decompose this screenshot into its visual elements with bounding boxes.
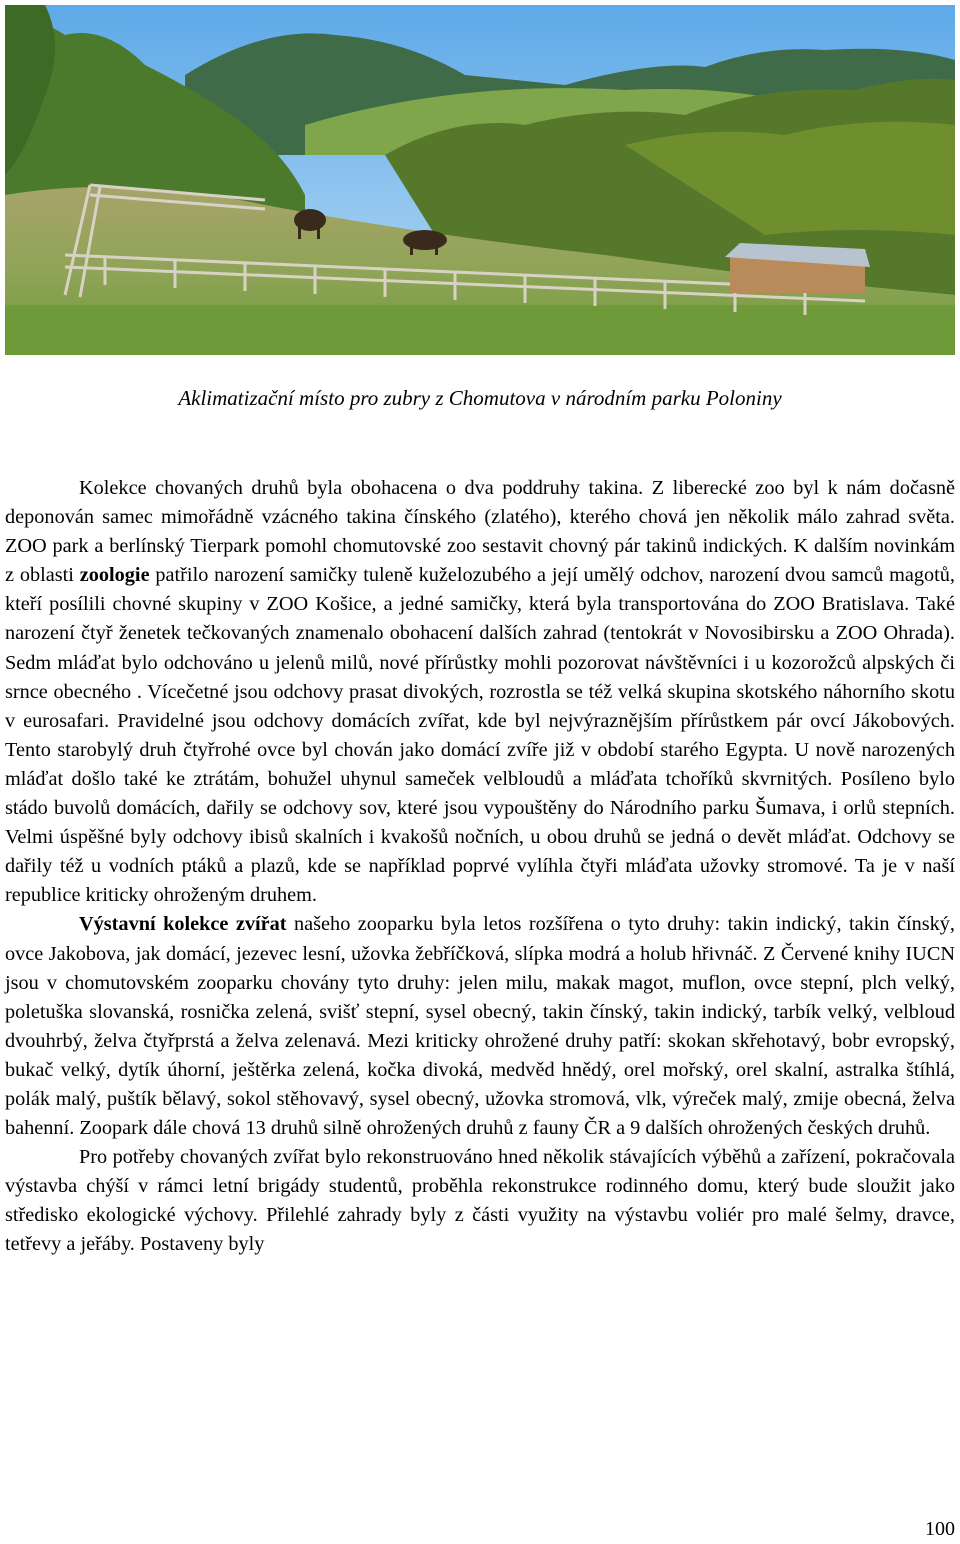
photo-caption: Aklimatizační místo pro zubry z Chomutova v národním parku Poloniny [178,386,782,410]
paragraph-exhibition-collection: Výstavní kolekce zvířat našeho zooparku byla letos rozšířena o tyto druhy: takin indický, takin čínský, ovce Jakobova, jak domácí, jezevec lesní, užovka žebříčková, slípka modrá a holub hřivnáč. Z Červené knihy IUCN jsou v chomutovském zooparku chovány tyto druhy: jelen milu, makak magot, muflon, ovce stepní, plch velký, poletuška slovanská, rosnička zelená, svišť stepní, sysel obecný, takin čínský, takin indický, tarbík velký, velbloud dvouhrbý, želva čtyřprstá a želva zelenavá. Mezi kriticky ohrožené druhy patří: skokan skřehotavý, bobr evropský, bukač velký, dytík úhorní, ještěrka zelená, kočka divoká, medvěd hnědý, orel mořský, orel skalní, astralka štíhlá, polák malý, puštík bělavý, sokol stěhovavý, sysel obecný, užovka stromová, vlk, výreček malý, zmije obecná, želva bahenní. Zoopark dále chová 13 druhů silně ohrožených druhů z fauny ČR a 9 dalších ohrožených českých druhů. [5,913,955,1140]
barn [725,243,870,293]
paragraph-reconstruction: Pro potřeby chovaných zvířat bylo rekonstruováno hned několik stávajících výběhů a zařízení, pokračovala výstavba chýší v rámci letní brigády studentů, proběhla rekonstrukce rodinného domu, který bude sloužit jako středisko ekologické výchovy. Přilehlé zahrady byly z části využity na výstavbu voliér pro malé šelmy, dravce, tetřevy a jeřáby. Postaveny byly [5,1146,955,1256]
bold-term-zoologie: zoologie [79,564,150,587]
article-body [5,474,955,1260]
paragraph-takins: Kolekce chovaných druhů byla obohacena o dva poddruhy takina. Z liberecké zoo byl k nám dočasně deponován samec mimořádně vzácného takina čínského (zlatého), kterého chová jen několik málo zahrad světa. ZOO park a berlínský Tierpark pomohl chomutovské zoo sestavit chovný pár takinů indických. K dalším novinkám z oblasti zoologie patřilo narození samičky tuleně kuželozubého a její umělý odchov, narození dvou samců magotů, kteří posílili chovné skupiny v ZOO Košice, a jedné samičky, která byla transportována do ZOO Bratislava. Také narození čtyř ženetek tečkovaných znamenalo obohacení dalších zahrad (tentokrát v Novosibirsku a ZOO Ohrada). Sedm mláďat bylo odchováno u jelenů milů, nové přírůstky mohli pozorovat návštěvníci i u kozorožců alpských či srnce obecného . Vícečetné jsou odchovy prasat divokých, rozrostla se též velká skupina skotského náhorního skotu v eurosafari. Pravidelné jsou odchovy domácích zvířat, kde byl nejvýraznějším přírůstkem pár ovcí Jákobových. Tento starobylý druh čtyřrohé ovce byl chován jako domácí zvíře již v období starého Egypta. U nově narozených mláďat došlo také ke ztrátám, bohužel uhynul sameček velbloudů a mláďata tchoříků skvrnitých. Posíleno bylo stádo buvolů domácích, dařily se odchovy sov, které jsou vypouštěny do Národního parku Šumava, i orlů stepních. Velmi úspěšné byly odchovy ibisů skalních i kvakošů nočních, u obou druhů se jedná o devět mláďat. Odchovy se dařily též u vodních ptáků a plazů, kde se například poprvé vylíhla čtyři mláďata užovky stromové. Ta je v naší republice kriticky ohroženým druhem. [5,477,955,907]
bold-term-vystavni-kolekce: Výstavní kolekce zvířat [79,913,287,936]
photo-bison-enclosure [5,5,955,355]
page-number: 100 [925,1518,955,1540]
landscape-illustration [5,5,955,355]
